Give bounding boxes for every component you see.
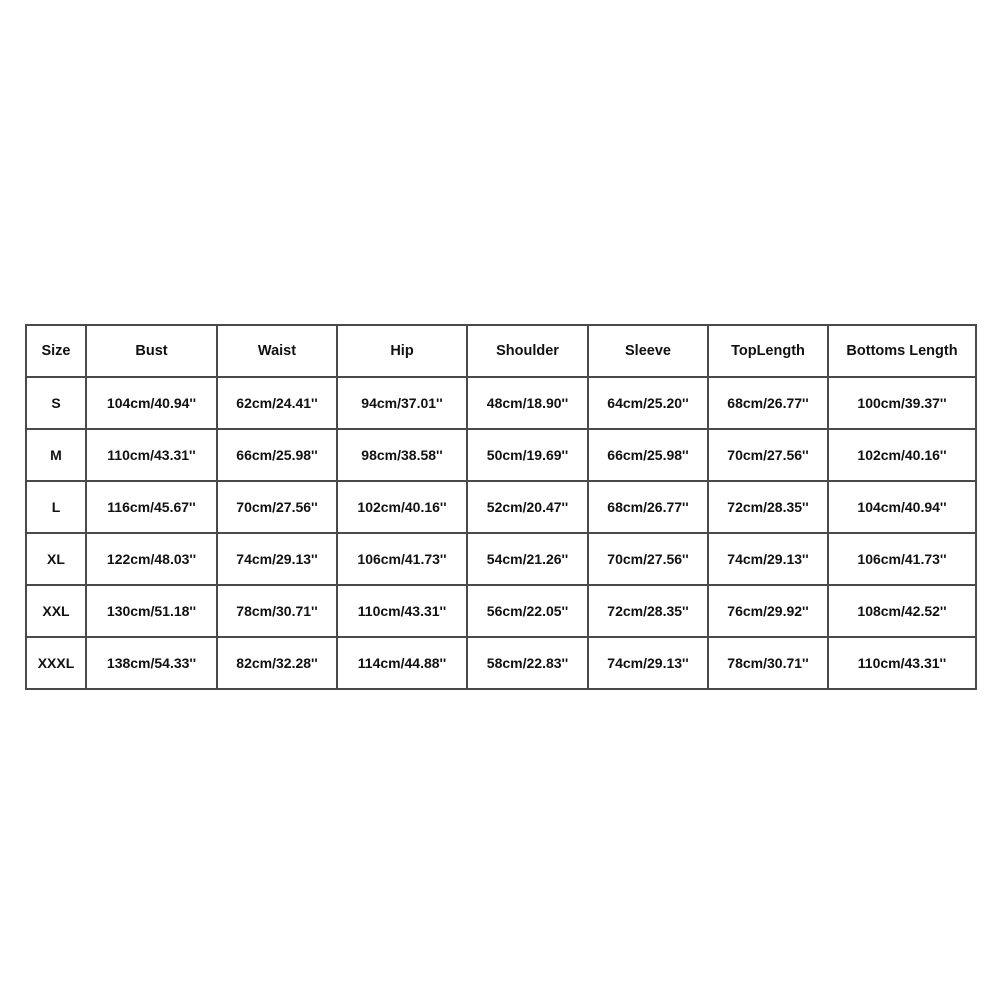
table-row <box>26 429 976 481</box>
bottoms-length-cell: 104cm/40.94'' <box>828 481 976 533</box>
waist-cell: 74cm/29.13'' <box>217 533 337 585</box>
header-waist: Waist <box>217 325 337 377</box>
top-length-cell: 68cm/26.77'' <box>708 377 828 429</box>
size-cell: XXL <box>26 585 86 637</box>
shoulder-cell: 48cm/18.90'' <box>467 377 588 429</box>
top-length-cell: 74cm/29.13'' <box>708 533 828 585</box>
waist-cell: 82cm/32.28'' <box>217 637 337 689</box>
size-cell: S <box>26 377 86 429</box>
top-length-cell: 78cm/30.71'' <box>708 637 828 689</box>
sleeve-cell: 74cm/29.13'' <box>588 637 708 689</box>
size-cell: M <box>26 429 86 481</box>
sleeve-cell: 72cm/28.35'' <box>588 585 708 637</box>
bust-cell: 122cm/48.03'' <box>86 533 217 585</box>
shoulder-cell: 52cm/20.47'' <box>467 481 588 533</box>
bottoms-length-cell: 110cm/43.31'' <box>828 637 976 689</box>
bust-cell: 130cm/51.18'' <box>86 585 217 637</box>
top-length-cell: 72cm/28.35'' <box>708 481 828 533</box>
hip-cell: 110cm/43.31'' <box>337 585 467 637</box>
sleeve-cell: 66cm/25.98'' <box>588 429 708 481</box>
table-row <box>26 481 976 533</box>
table-row <box>26 377 976 429</box>
header-hip: Hip <box>337 325 467 377</box>
size-cell: XXXL <box>26 637 86 689</box>
sleeve-cell: 70cm/27.56'' <box>588 533 708 585</box>
shoulder-cell: 56cm/22.05'' <box>467 585 588 637</box>
bottoms-length-cell: 108cm/42.52'' <box>828 585 976 637</box>
bust-cell: 110cm/43.31'' <box>86 429 217 481</box>
bottoms-length-cell: 102cm/40.16'' <box>828 429 976 481</box>
table-row <box>26 533 976 585</box>
header-bottoms-length: Bottoms Length <box>828 325 976 377</box>
waist-cell: 62cm/24.41'' <box>217 377 337 429</box>
header-shoulder: Shoulder <box>467 325 588 377</box>
hip-cell: 94cm/37.01'' <box>337 377 467 429</box>
size-cell: L <box>26 481 86 533</box>
header-size: Size <box>26 325 86 377</box>
hip-cell: 114cm/44.88'' <box>337 637 467 689</box>
bust-cell: 138cm/54.33'' <box>86 637 217 689</box>
hip-cell: 102cm/40.16'' <box>337 481 467 533</box>
bust-cell: 104cm/40.94'' <box>86 377 217 429</box>
waist-cell: 78cm/30.71'' <box>217 585 337 637</box>
bottoms-length-cell: 100cm/39.37'' <box>828 377 976 429</box>
size-chart-table <box>25 324 977 690</box>
shoulder-cell: 58cm/22.83'' <box>467 637 588 689</box>
size-cell: XL <box>26 533 86 585</box>
header-top-length: TopLength <box>708 325 828 377</box>
hip-cell: 106cm/41.73'' <box>337 533 467 585</box>
hip-cell: 98cm/38.58'' <box>337 429 467 481</box>
bust-cell: 116cm/45.67'' <box>86 481 217 533</box>
top-length-cell: 76cm/29.92'' <box>708 585 828 637</box>
header-sleeve: Sleeve <box>588 325 708 377</box>
header-bust: Bust <box>86 325 217 377</box>
shoulder-cell: 50cm/19.69'' <box>467 429 588 481</box>
table-row <box>26 585 976 637</box>
waist-cell: 70cm/27.56'' <box>217 481 337 533</box>
shoulder-cell: 54cm/21.26'' <box>467 533 588 585</box>
sleeve-cell: 64cm/25.20'' <box>588 377 708 429</box>
sleeve-cell: 68cm/26.77'' <box>588 481 708 533</box>
waist-cell: 66cm/25.98'' <box>217 429 337 481</box>
table-row <box>26 637 976 689</box>
header-row <box>26 325 976 377</box>
top-length-cell: 70cm/27.56'' <box>708 429 828 481</box>
bottoms-length-cell: 106cm/41.73'' <box>828 533 976 585</box>
